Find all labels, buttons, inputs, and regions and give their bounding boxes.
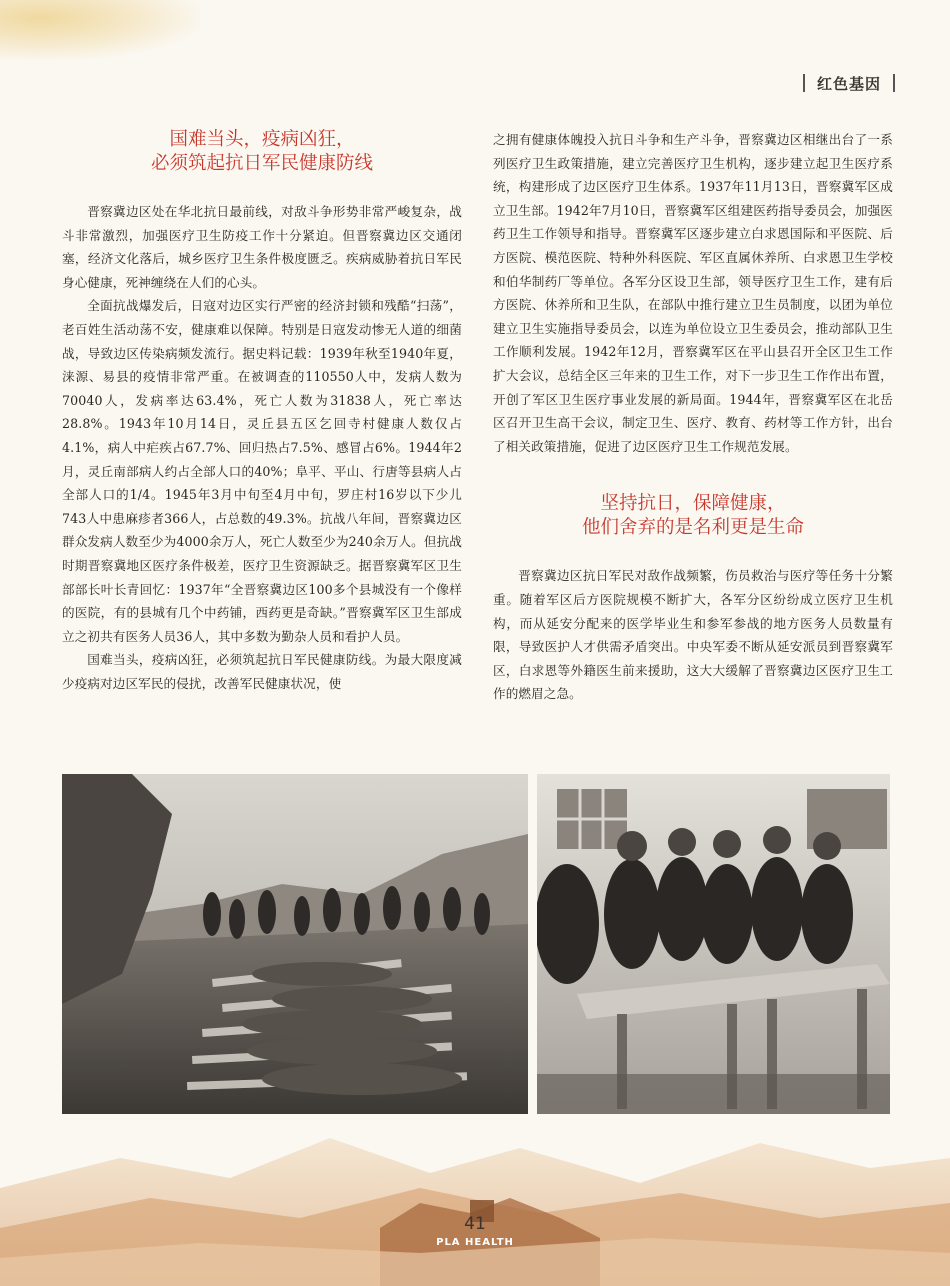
section-heading-1 [62,128,462,176]
heading-line: 他们舍弃的是名利更是生命 [581,517,804,539]
great-wall-decoration [0,1118,950,1286]
heading-line: 坚持抗日，保障健康， [600,493,786,515]
paragraph-continuation: 之拥有健康体魄投入抗日斗争和生产斗争，晋察冀边区相继出台了一系列医疗卫生政策措施，建立完善医疗卫生机构，逐步建立起卫生医疗系统，构建形成了边区医疗卫生体系。1937年11月13日，晋察冀军区成立卫生部。1942年7月10日，晋察冀军区组建医药指导委员会，加强医药卫生工作领导和指导。晋察冀军区逐步建立白求恩国际和平医院、后方医院、模范医院、特种外科医院、军区直属休养所、白求恩卫生学校和伯华制药厂等单位。各军分区设卫生部，领导医疗卫生工作，建有后方医院、休养所和卫生队，在部队中推行建立卫生员制度，以团为单位建立卫生实施指导委员会，以连为单位设立卫生委员会，推动部队卫生工作顺利发展。1942年12月，晋察冀军区在平山县召开全区卫生工作扩大会议，总结全区三年来的卫生工作，对下一步卫生工作作出布置，开创了军区卫生医疗事业发展的新局面。1944年，晋察冀军区在北岳区召开卫生高干会议，制定卫生、医疗、教育、药材等工作方针，出台了相关政策措施，促进了边区医疗卫生工作规范发展。 [493,132,893,454]
page-number: 41 [464,1214,486,1234]
historical-photo-medical-staff [537,774,890,1114]
heading-line: 国难当头，疫病凶狂， [169,129,355,150]
section-heading-2 [493,492,893,540]
historical-photo-wounded-soldiers [62,774,528,1114]
left-column [62,128,462,695]
header-divider [893,74,895,92]
paragraph: 国难当头，疫病凶狂，必须筑起抗日军民健康防线。为最大限度减少疫病对边区军民的侵扰，改善军民健康状况，使 [62,652,462,691]
header-divider [803,74,805,92]
corner-decoration [0,0,200,60]
magazine-name: PLA HEALTH [436,1237,514,1248]
right-column [493,128,893,706]
paragraph: 晋察冀边区处在华北抗日最前线，对敌斗争形势非常严峻复杂，战斗非常激烈，加强医疗卫生防疫工作十分紧迫。但晋察冀边区交通闭塞，经济文化落后，城乡医疗卫生条件极度匮乏。疾病威胁着抗日军民身心健康，死神缠绕在人们的心头。 [62,204,462,290]
section-header [803,72,895,94]
paragraph: 全面抗战爆发后，日寇对边区实行严密的经济封锁和残酷“扫荡”，老百姓生活动荡不安，健康难以保障。特别是日寇发动惨无人道的细菌战，导致边区传染病频发流行。据史料记载：1939年秋至1940年夏，涞源、易县的疫情非常严重。在被调查的110550人中，发病人数为70040人，发病率达63.4%，死亡人数为31838人，死亡率达28.8%。1943年10月14日，灵丘县五区乞回寺村健康人数仅占4.1%，病人中疟疾占67.7%、回归热占7.5%、感冒占6%。1944年2月，灵丘南部病人约占全部人口的40%；阜平、平山、行唐等县病人占全部人口的1/4。1945年3月中旬至4月中旬，罗庄村16岁以下少儿743人中患麻疹者366人，占总数的49.3%。抗战八年间，晋察冀边区群众发病人数至少为4000余万人，死亡人数至少为240余万人。但抗战时期晋察冀地区医疗条件极差，医疗卫生资源缺乏。据晋察冀军区卫生部部长叶长青回忆：1937年“全晋察冀边区100多个县城没有一个像样的医院，有的县城有几个中药铺，西药更是奇缺。”晋察冀军区卫生部成立之初共有医务人员36人，其中多数为勤杂人员和看护人员。 [62,298,462,644]
paragraph: 晋察冀边区抗日军民对敌作战频繁，伤员救治与医疗等任务十分繁重。随着军区后方医院规模不断扩大，各军分区纷纷成立医疗卫生机构，而从延安分配来的医学毕业生和参军参战的地方医务人员数量有限，导致医护人才供需矛盾突出。中央军委不断从延安派员到晋察冀军区，白求恩等外籍医生前来援助，这大大缓解了晋察冀边区医疗卫生工作的燃眉之急。 [493,568,893,702]
heading-line: 必须筑起抗日军民健康防线 [150,153,373,174]
section-title: 红色基因 [816,74,881,93]
